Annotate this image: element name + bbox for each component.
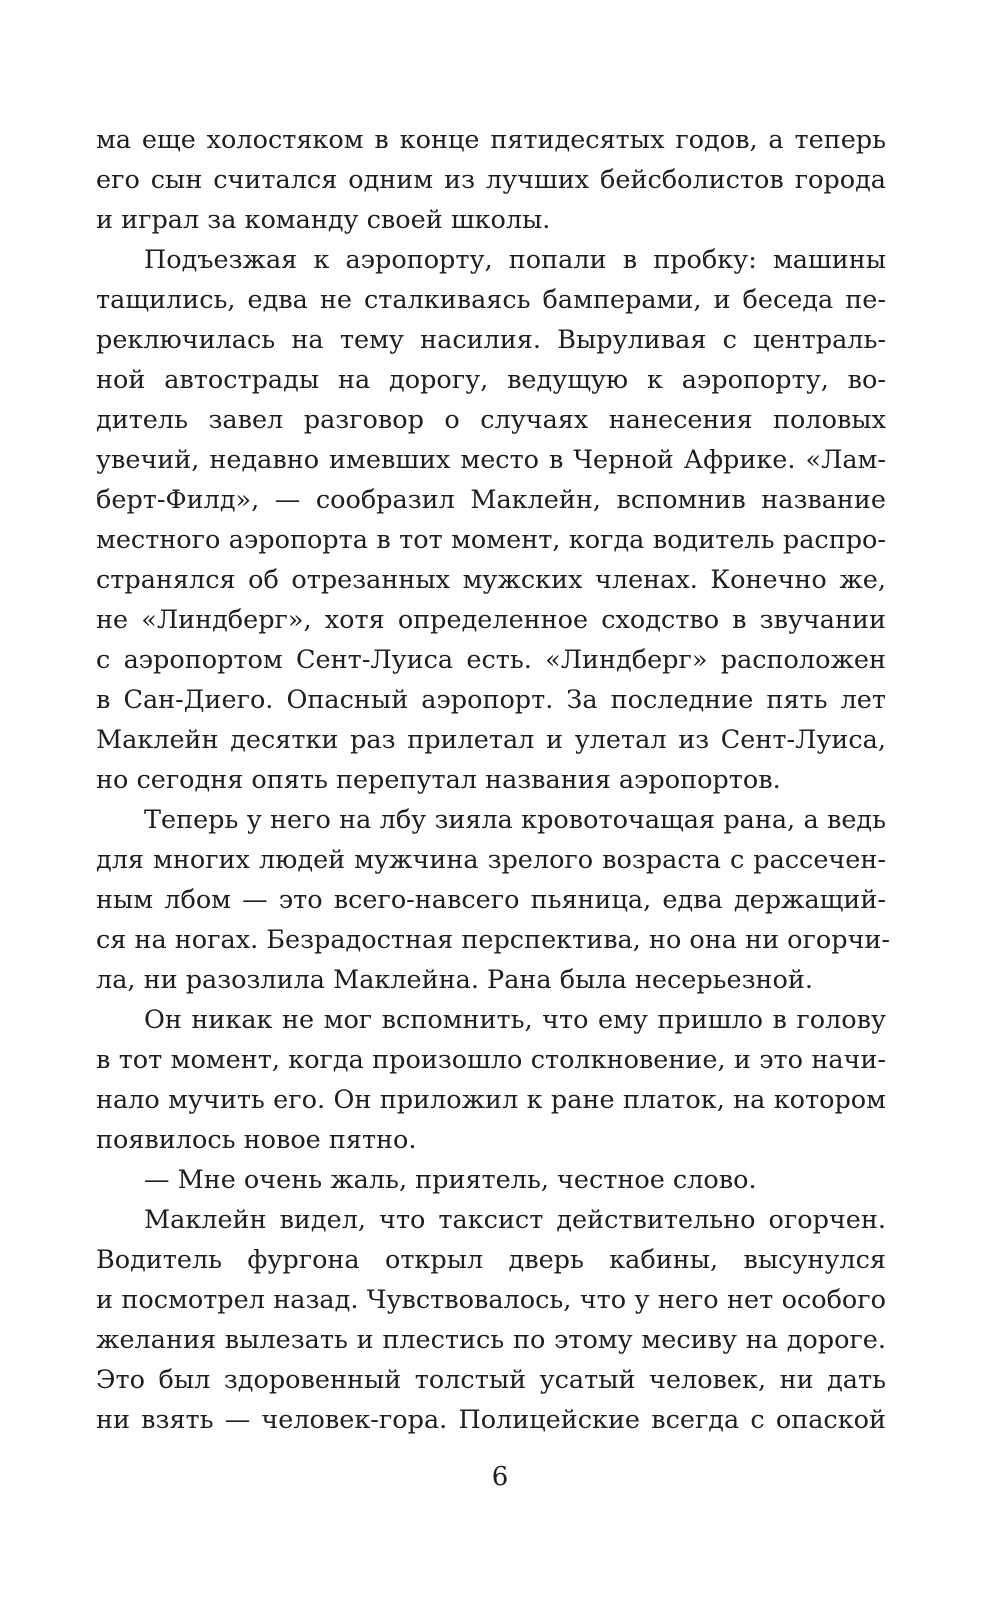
text-line: в Сан-Диего. Опасный аэропорт. За последние пять лет [96, 685, 886, 715]
text-line: желания вылезать и плестись по этому месиву на дороге. [96, 1325, 886, 1355]
text-line: нало мучить его. Он приложил к ране платок, на котором [96, 1085, 886, 1115]
text-line: Маклейн десятки раз прилетал и улетал из Сент-Луиса, [96, 725, 886, 755]
text-line: и посмотрел назад. Чувствовалось, что у него нет особого [96, 1285, 886, 1315]
text-line: тащились, едва не сталкиваясь бамперами, и беседа пе- [96, 285, 886, 315]
text-line: для многих людей мужчина зрелого возраста с рассечен- [96, 845, 886, 875]
text-line: ни взять — человек-гора. Полицейские всегда с опаской [96, 1405, 886, 1435]
text-line: местного аэропорта в тот момент, когда водитель распро- [96, 525, 886, 555]
paragraph [96, 240, 886, 800]
page-number: 6 [491, 1462, 509, 1492]
text-line: странялся об отрезанных мужских членах. Конечно же, [96, 565, 886, 595]
text-line: ной автострады на дорогу, ведущую к аэропорту, во- [96, 365, 886, 395]
paragraph [96, 1160, 886, 1200]
text-line: в тот момент, когда произошло столкновение, и это начи- [96, 1045, 886, 1075]
text-line: Водитель фургона открыл дверь кабины, высунулся [96, 1245, 886, 1275]
text-line: Подъезжая к аэропорту, попали в пробку: машины [144, 245, 886, 275]
text-line: не «Линдберг», хотя определенное сходство в звучании [96, 605, 886, 635]
text-line: ма еще холостяком в конце пятидесятых годов, а теперь [96, 125, 886, 155]
text-line: его сын считался одним из лучших бейсболистов города [96, 165, 886, 195]
text-line: Он никак не мог вспомнить, что ему пришло в голову [144, 1005, 886, 1035]
paragraph [96, 800, 891, 1000]
body-text [96, 120, 891, 1440]
text-line: увечий, недавно имевших место в Черной Африке. «Лам- [96, 445, 886, 475]
text-line: Теперь у него на лбу зияла кровоточащая рана, а ведь [144, 805, 886, 835]
text-line: берт-Филд», — сообразил Маклейн, вспомнив название [96, 485, 886, 515]
text-line: ным лбом — это всего-навсего пьяница, едва держащий- [96, 885, 886, 915]
paragraph [96, 1200, 886, 1440]
text-line: с аэропортом Сент-Луиса есть. «Линдберг» расположен [96, 645, 886, 675]
text-line: но сегодня опять перепутал названия аэропортов. [96, 765, 781, 795]
text-line: и играл за команду своей школы. [96, 205, 551, 235]
paragraph [96, 120, 886, 240]
text-line: Это был здоровенный толстый усатый человек, ни дать [96, 1365, 886, 1395]
text-line: — Мне очень жаль, приятель, честное слово. [144, 1165, 757, 1195]
paragraph [96, 1000, 886, 1160]
text-line: ся на ногах. Безрадостная перспектива, но она ни огорчи- [96, 925, 891, 955]
text-line: Маклейн видел, что таксист действительно огорчен. [144, 1205, 886, 1235]
text-line: дитель завел разговор о случаях нанесения половых [96, 405, 886, 435]
text-line: ла, ни разозлила Маклейна. Рана была несерьезной. [96, 965, 813, 995]
text-line: реключилась на тему насилия. Выруливая с централь- [96, 325, 886, 355]
text-line: появилось новое пятно. [96, 1125, 417, 1155]
